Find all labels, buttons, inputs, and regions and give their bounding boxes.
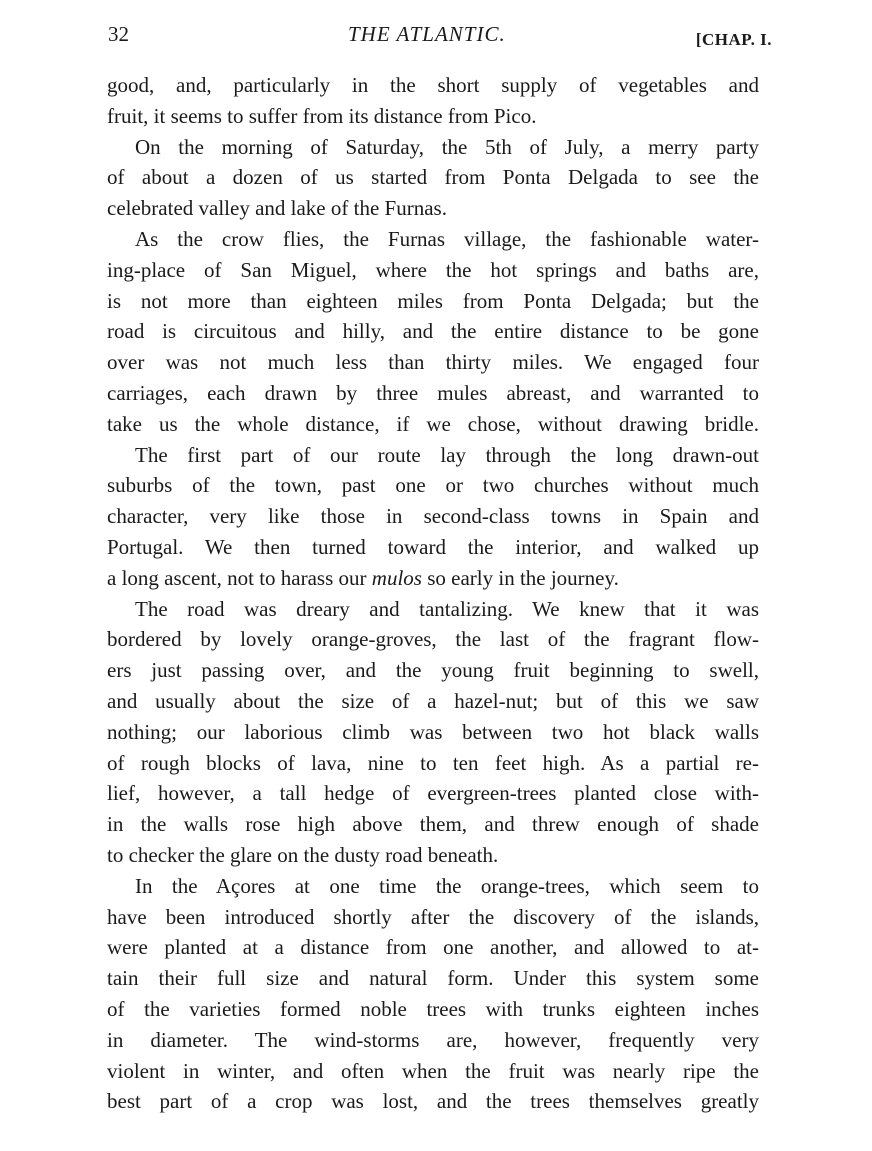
text-line: take us the whole distance, if we chose, without drawing bridle. xyxy=(107,411,759,436)
text-line: carriages, each drawn by three mules abreast, and warranted to xyxy=(107,380,759,405)
paragraph-start-line: The road was dreary and tantalizing. We knew that it was xyxy=(135,596,759,621)
text-line: ing-place of San Miguel, where the hot springs and baths are, xyxy=(107,257,759,282)
text-line: have been introduced shortly after the discovery of the islands, xyxy=(107,904,759,929)
text-line: Portugal. We then turned toward the interior, and walked up xyxy=(107,534,759,559)
text-line: tain their full size and natural form. Under this system some xyxy=(107,966,759,991)
text-fragment: so early in the journey. xyxy=(421,565,619,590)
text-line: suburbs of the town, past one or two churches without much xyxy=(107,473,759,498)
text-line: violent in winter, and often when the fruit was nearly ripe the xyxy=(107,1058,759,1083)
paragraph-start-line: The first part of our route lay through the long drawn-out xyxy=(135,442,759,467)
text-line: nothing; our laborious climb was between two hot black walls xyxy=(107,719,759,744)
text-line xyxy=(107,563,759,594)
text-line: ers just passing over, and the young fruit beginning to swell, xyxy=(107,658,759,683)
page-number: 32 xyxy=(108,22,129,46)
running-header xyxy=(108,22,772,52)
text-line: in the walls rose high above them, and threw enough of shade xyxy=(107,812,759,837)
italic-word: mulos xyxy=(371,565,422,590)
text-line: in diameter. The wind-storms are, however, frequently very xyxy=(107,1027,759,1052)
text-line: were planted at a distance from one another, and allowed to at- xyxy=(107,935,759,960)
text-line: fruit, it seems to suffer from its distance from Pico. xyxy=(107,103,537,128)
paragraph-start-line: In the Açores at one time the orange-trees, which seem to xyxy=(135,873,759,898)
paragraph-start-line: On the morning of Saturday, the 5th of July, a merry party xyxy=(135,134,759,159)
text-line: best part of a crop was lost, and the trees themselves greatly xyxy=(107,1089,759,1114)
text-fragment: a long ascent, not to harass our xyxy=(107,565,372,590)
running-title: THE ATLANTIC. xyxy=(348,22,506,46)
text-line: lief, however, a tall hedge of evergreen-trees planted close with- xyxy=(107,781,759,806)
paragraph-start-line: As the crow flies, the Furnas village, the fashionable water- xyxy=(135,226,759,251)
text-line: and usually about the size of a hazel-nut; but of this we saw xyxy=(107,688,759,713)
text-line: bordered by lovely orange-groves, the last of the fragrant flow- xyxy=(107,627,759,652)
text-line: is not more than eighteen miles from Ponta Delgada; but the xyxy=(107,288,759,313)
text-line: to checker the glare on the dusty road beneath. xyxy=(107,842,499,867)
text-line: character, very like those in second-class towns in Spain and xyxy=(107,504,759,529)
text-line: over was not much less than thirty miles. We engaged four xyxy=(107,350,759,375)
text-line: of rough blocks of lava, nine to ten feet high. As a partial re- xyxy=(107,750,759,775)
body-text xyxy=(107,70,759,1117)
text-line: of the varieties formed noble trees with trunks eighteen inches xyxy=(107,996,759,1021)
text-line: road is circuitous and hilly, and the entire distance to be gone xyxy=(107,319,759,344)
text-line: of about a dozen of us started from Ponta Delgada to see the xyxy=(107,165,759,190)
chapter-reference: [CHAP. I. xyxy=(695,30,772,49)
text-line: good, and, particularly in the short supply of vegetables and xyxy=(107,73,759,97)
text-line: celebrated valley and lake of the Furnas. xyxy=(107,196,447,221)
